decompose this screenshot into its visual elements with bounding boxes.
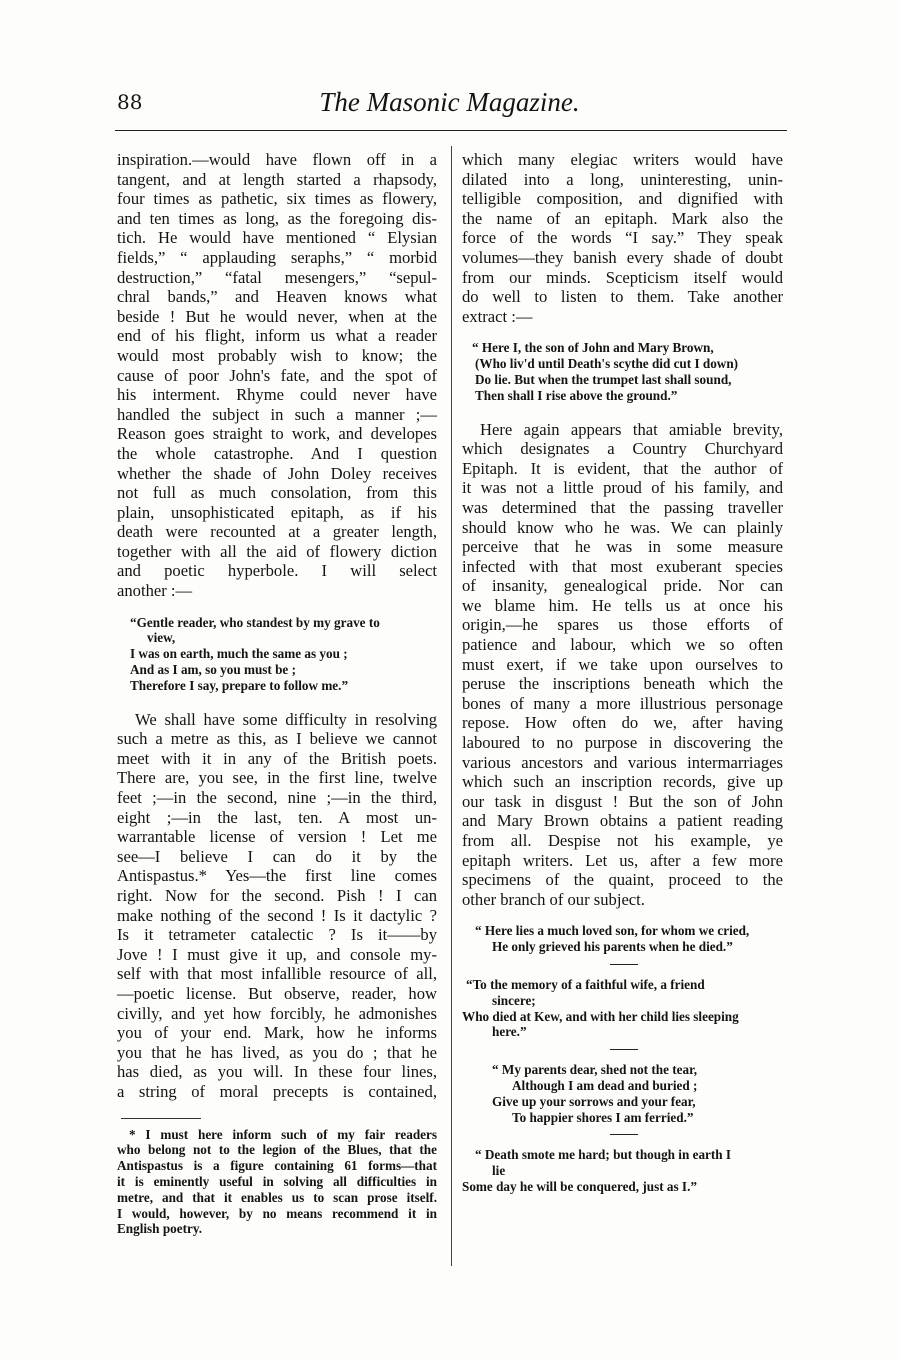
- text-line: Epitaph. It is evident, that the author of: [462, 458, 783, 478]
- text-line: another :—: [117, 581, 193, 601]
- text-line: various ancestors and various intermarriages: [462, 752, 783, 772]
- text-line: which such an inscription records, give up: [462, 772, 783, 792]
- text-line: four times as pathetic, six times as flowery,: [117, 189, 437, 209]
- footnote-rule: [121, 1118, 201, 1119]
- verse-line: “ Death smote me hard; but though in earth I: [475, 1147, 732, 1163]
- verse-line: Therefore I say, prepare to follow me.”: [130, 677, 349, 693]
- text-line: beside ! But he would never, when at the: [117, 306, 437, 326]
- epitaph-verse: [462, 1062, 783, 1125]
- text-line: laboured to no purpose in discovering the: [462, 733, 783, 753]
- separator-rule: [610, 964, 638, 965]
- column-divider: [451, 146, 452, 1266]
- paragraph: [462, 150, 783, 326]
- text-line: not full as much consolation, from this: [117, 483, 437, 503]
- verse-line: “ My parents dear, shed not the tear,: [492, 1062, 698, 1078]
- verse-line: view,: [147, 630, 176, 646]
- verse-line: “Gentle reader, who standest by my grave to: [130, 614, 380, 630]
- text-line: tich. He would have mentioned “ Elysian: [117, 228, 437, 248]
- footnote: [117, 1127, 437, 1238]
- text-line: end of his flight, inform us what a reader: [117, 326, 437, 346]
- text-line: There are, you see, in the first line, twelve: [117, 768, 437, 788]
- verse-line: Who died at Kew, and with her child lies sleeping: [462, 1008, 739, 1024]
- text-line: eight ;—in the last, ten. A most un-: [117, 807, 437, 827]
- text-line: Jove ! I must give it up, and console my-: [117, 944, 437, 964]
- epitaph-verse: [462, 340, 783, 403]
- text-line: death were recounted at a greater length,: [117, 522, 437, 542]
- text-line: would most probably wish to know; the: [117, 345, 437, 365]
- text-line: of insanity, genealogical pride. Nor can: [462, 576, 783, 596]
- text-line: Antispastus.* Yes—the first line comes: [117, 866, 437, 886]
- text-line: force of the words “I say.” They speak: [462, 228, 783, 248]
- text-line: which designates a Country Churchyard: [462, 439, 783, 459]
- running-title: The Masonic Magazine.: [319, 87, 580, 117]
- text-line: inspiration.—would have flown off in a: [117, 150, 437, 169]
- text-line: telligible composition, and dignified with: [462, 189, 783, 209]
- text-line: has died, as you will. In these four lines,: [117, 1062, 437, 1082]
- text-line: such a metre as this, as I believe we cannot: [117, 729, 437, 749]
- verse-line: “To the memory of a faithful wife, a friend: [466, 976, 705, 992]
- text-line: epitaph writers. Let us, after a few more: [462, 850, 783, 870]
- text-line: you that he has lived, as you do ; that he: [117, 1042, 437, 1062]
- text-line: make nothing of the second ! Is it dactylic ?: [117, 905, 437, 925]
- text-line: together with all the aid of flowery diction: [117, 541, 437, 561]
- verse-line: sincere;: [492, 992, 536, 1008]
- text-line: his interment. Rhyme could never have: [117, 385, 437, 405]
- text-line: and Mary Brown obtains a patient reading: [462, 811, 783, 831]
- footnote-line: Antispastus is a figure containing 61 forms—that: [117, 1158, 437, 1174]
- epitaph-verse: [462, 1147, 783, 1194]
- text-line: see—I believe I can do it by the: [117, 846, 437, 866]
- verse-line: And as I am, so you must be ;: [130, 662, 296, 678]
- paragraph: [117, 710, 437, 1102]
- text-line: warrantable license of version ! Let me: [117, 827, 437, 847]
- separator-rule: [610, 1134, 638, 1135]
- verse-line: lie: [492, 1163, 506, 1179]
- verse-line: here.”: [492, 1024, 527, 1040]
- text-line: infected with that most exuberant species: [462, 556, 783, 576]
- verse-line: He only grieved his parents when he died.”: [492, 939, 733, 955]
- text-line: dilated into a long, uninteresting, unin-: [462, 169, 783, 189]
- verse-line: I was on earth, much the same as you ;: [130, 646, 348, 662]
- text-line: destruction,” “fatal mesengers,” “sepul-: [117, 267, 437, 287]
- text-line: from all. Despise not his example, ye: [462, 831, 783, 850]
- text-line: fields,” “ applauding seraphs,” “ morbid: [117, 247, 437, 267]
- text-line: perceive that he was in some measure: [462, 537, 783, 557]
- text-line: Is it tetrameter catalectic ? Is it——by: [117, 925, 437, 945]
- text-line: our task in disgust ! But the son of John: [462, 791, 783, 811]
- footnote-line: * I must here inform such of my fair readers: [129, 1126, 437, 1142]
- verse-line: “ Here I, the son of John and Mary Brown,: [472, 340, 714, 356]
- footnote-line: who belong not to the legion of the Blues, that the: [117, 1142, 437, 1158]
- verse-line: Some day he will be conquered, just as I.”: [462, 1178, 697, 1194]
- text-line: bones of many a more illustrious personage: [462, 693, 783, 713]
- text-line: from our minds. Scepticism itself would: [462, 267, 783, 287]
- text-line: Here again appears that amiable brevity,: [480, 419, 783, 439]
- paragraph: [462, 420, 783, 910]
- text-line: chral bands,” and Heaven knows what: [117, 287, 437, 307]
- text-line: origin,—he spares us those efforts of: [462, 615, 783, 635]
- text-line: feet ;—in the second, nine ;—in the third,: [117, 788, 437, 808]
- text-line: meet with it in any of the British poets.: [117, 748, 437, 768]
- right-column: [462, 150, 783, 1203]
- text-line: which many elegiac writers would have: [462, 150, 783, 169]
- text-line: right. Now for the second. Pish ! I can: [117, 885, 437, 905]
- verse-line: To happier shores I am ferried.”: [512, 1109, 694, 1125]
- text-line: patience and labour, which we so often: [462, 635, 783, 655]
- text-line: and poetic hyperbole. I will select: [117, 561, 437, 581]
- text-line: volumes—they banish every shade of doubt: [462, 247, 783, 267]
- text-line: We shall have some difficulty in resolving: [135, 709, 437, 729]
- footnote-line: I would, however, by no means recommend it in: [117, 1205, 437, 1221]
- text-line: repose. How often do we, after having: [462, 713, 783, 733]
- text-line: handled the subject in such a manner ;—: [117, 404, 437, 424]
- verse-line: Give up your sorrows and your fear,: [492, 1093, 696, 1109]
- text-line: do well to listen to them. Take another: [462, 287, 783, 307]
- footnote-line: English poetry.: [117, 1221, 203, 1237]
- left-column: [117, 150, 437, 1237]
- epitaph-verse: [117, 615, 437, 694]
- verse-line: Then shall I rise above the ground.”: [475, 387, 678, 403]
- text-line: it was not a little proud of his family, and: [462, 478, 783, 498]
- verse-line: “ Here lies a much loved son, for whom we cried,: [475, 923, 750, 939]
- text-line: was determined that the passing traveller: [462, 497, 783, 517]
- text-line: other branch of our subject.: [462, 889, 645, 909]
- text-line: the name of an epitaph. Mark also the: [462, 208, 783, 228]
- footnote-line: it is eminently useful in solving all difficulties in: [117, 1173, 437, 1189]
- text-line: the whole catastrophe. And I question: [117, 443, 437, 463]
- text-line: —poetic license. But observe, reader, how: [117, 983, 437, 1003]
- text-line: you of your end. Mark, how he informs: [117, 1023, 437, 1043]
- header-rule: [115, 130, 787, 131]
- verse-line: Do lie. But when the trumpet last shall sound,: [475, 371, 732, 387]
- text-line: plain, unsophisticated epitaph, as if his: [117, 502, 437, 522]
- text-line: must exert, if we take upon ourselves to: [462, 654, 783, 674]
- epitaph-verse: [462, 977, 783, 1040]
- text-line: we blame him. He tells us at once his: [462, 595, 783, 615]
- text-line: self with that most infallible resource of all,: [117, 964, 437, 984]
- text-line: Reason goes straight to work, and developes: [117, 424, 437, 444]
- text-line: and ten times as long, as the foregoing dis-: [117, 208, 437, 228]
- text-line: cause of poor John's fate, and the spot of: [117, 365, 437, 385]
- epitaph-verse: [462, 923, 783, 955]
- text-line: specimens of the quaint, proceed to the: [462, 870, 783, 890]
- page-number: 88: [117, 90, 143, 114]
- text-line: tangent, and at length started a rhapsody,: [117, 169, 437, 189]
- separator-rule: [610, 1049, 638, 1050]
- text-line: civilly, and yet how forcibly, he admonishes: [117, 1003, 437, 1023]
- footnote-line: metre, and that it enables us to scan prose itself.: [117, 1189, 437, 1205]
- verse-line: Although I am dead and buried ;: [512, 1077, 698, 1093]
- text-line: should know who he was. We can plainly: [462, 517, 783, 537]
- paragraph: [117, 150, 437, 601]
- text-line: a string of moral precepts is contained,: [117, 1081, 437, 1101]
- text-line: extract :—: [462, 306, 533, 326]
- text-line: whether the shade of John Doley receives: [117, 463, 437, 483]
- verse-line: (Who liv'd until Death's scythe did cut I down): [475, 356, 739, 372]
- text-line: peruse the inscriptions beneath which the: [462, 674, 783, 694]
